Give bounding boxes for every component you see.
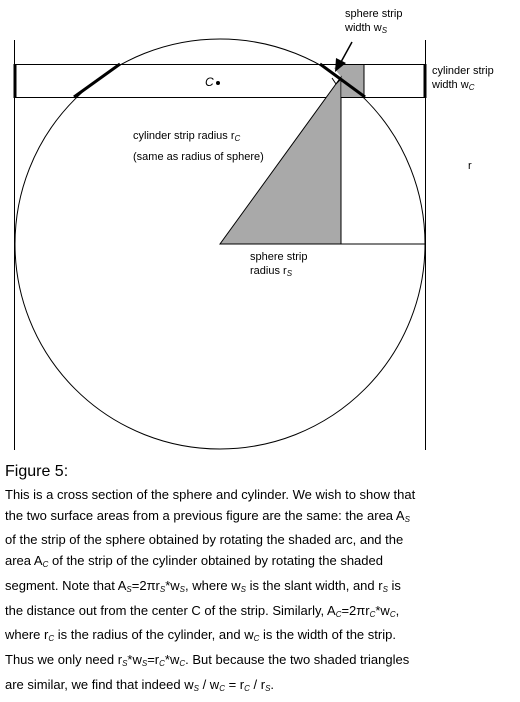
caption-line: of the strip of the sphere obtained by rotating the shaded arc, and the xyxy=(5,532,404,548)
sphere-strip-width-label: sphere strip width $w_S$ xyxy=(345,8,403,35)
width-arrow-shaft xyxy=(341,42,352,62)
figure-title: Figure 5: xyxy=(5,463,69,480)
caption-line: segment. Note that $A_S=2\pi r_S*w_S$, where $w_S$ is the slant width, and $r_S$ is xyxy=(5,577,401,594)
caption-line: the distance out from the center C of the strip. Similarly, $A_C=2\pi r_C*w_C$, xyxy=(5,602,400,619)
center-dot xyxy=(216,81,220,85)
caption-line: This is a cross section of the sphere and cylinder. We wish to show that xyxy=(5,487,416,502)
sphere-strip-radius-label: sphere strip radius $r_S$ xyxy=(250,251,308,278)
caption-line: are similar, we find that indeed $w_S / w_C = r_C / r_S$. xyxy=(5,676,275,693)
r-label: r xyxy=(468,160,472,172)
caption-line: where $r_C$ is the radius of the cylinder, and $w_C$ is the width of the strip. xyxy=(5,627,396,644)
caption-line: Thus we only need $r_S*w_S=r_C*w_C$. But because the two shaded triangles xyxy=(5,651,410,668)
cylinder-strip-width-label: cylinder strip width $w_C$ xyxy=(432,65,494,92)
sphere-arc-left xyxy=(74,64,120,97)
cylinder-strip-radius-label: cylinder strip radius $r_C$ (same as radius of sphere) xyxy=(133,130,264,163)
caption-line: the two surface areas from a previous figure are the same: the area $A_S$ xyxy=(5,507,410,524)
center-label: C xyxy=(205,75,214,89)
figure-caption xyxy=(5,485,517,699)
caption-line: area $A_C$ of the strip of the cylinder obtained by rotating the shaded xyxy=(5,553,383,570)
